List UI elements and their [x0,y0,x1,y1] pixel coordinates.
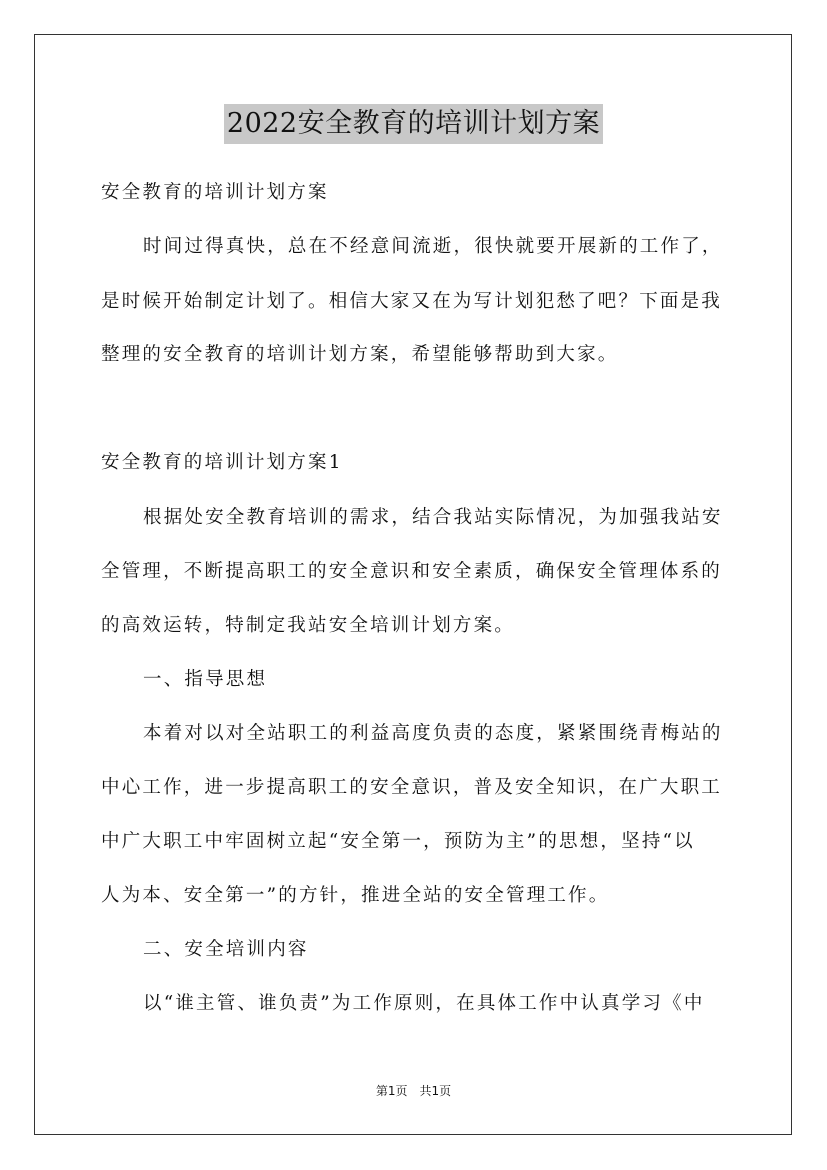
paragraph-line: 全管理，不断提高职工的安全意识和安全素质，确保安全管理体系的 [101,561,723,582]
paragraph-line: 本着对以对全站职工的利益高度负责的态度，紧紧围绕青梅站的 [143,723,723,744]
paragraph-line: 根据处安全教育培训的需求，结合我站实际情况，为加强我站安 [143,507,723,528]
subheading-guiding-thought: 一、指导思想 [143,669,268,690]
intro-line: 时间过得真快，总在不经意间流逝，很快就要开展新的工作了， [143,236,723,257]
document-subtitle: 安全教育的培训计划方案 [101,182,329,203]
section-heading: 安全教育的培训计划方案1 [101,452,343,473]
page-number-footer: 第1页 共1页 [375,1084,452,1098]
paragraph-line: 中心工作，进一步提高职工的安全意识，普及安全知识，在广大职工 [101,777,723,798]
intro-line: 整理的安全教育的培训计划方案，希望能够帮助到大家。 [101,344,619,365]
document-title: 2022安全教育的培训计划方案 [0,102,827,144]
subheading-training-content: 二、安全培训内容 [143,939,309,960]
paragraph-line: 的高效运转，特制定我站安全培训计划方案。 [101,615,516,636]
intro-line: 是时候开始制定计划了。相信大家又在为写计划犯愁了吧？下面是我 [101,291,723,312]
paragraph-line: 以“谁主管、谁负责”为工作原则，在具体工作中认真学习《中 [143,993,705,1014]
paragraph-line: 中广大职工中牢固树立起“安全第一，预防为主”的思想，坚持“以 [101,831,695,852]
paragraph-line: 人为本、安全第一”的方针，推进全站的安全管理工作。 [101,885,610,906]
